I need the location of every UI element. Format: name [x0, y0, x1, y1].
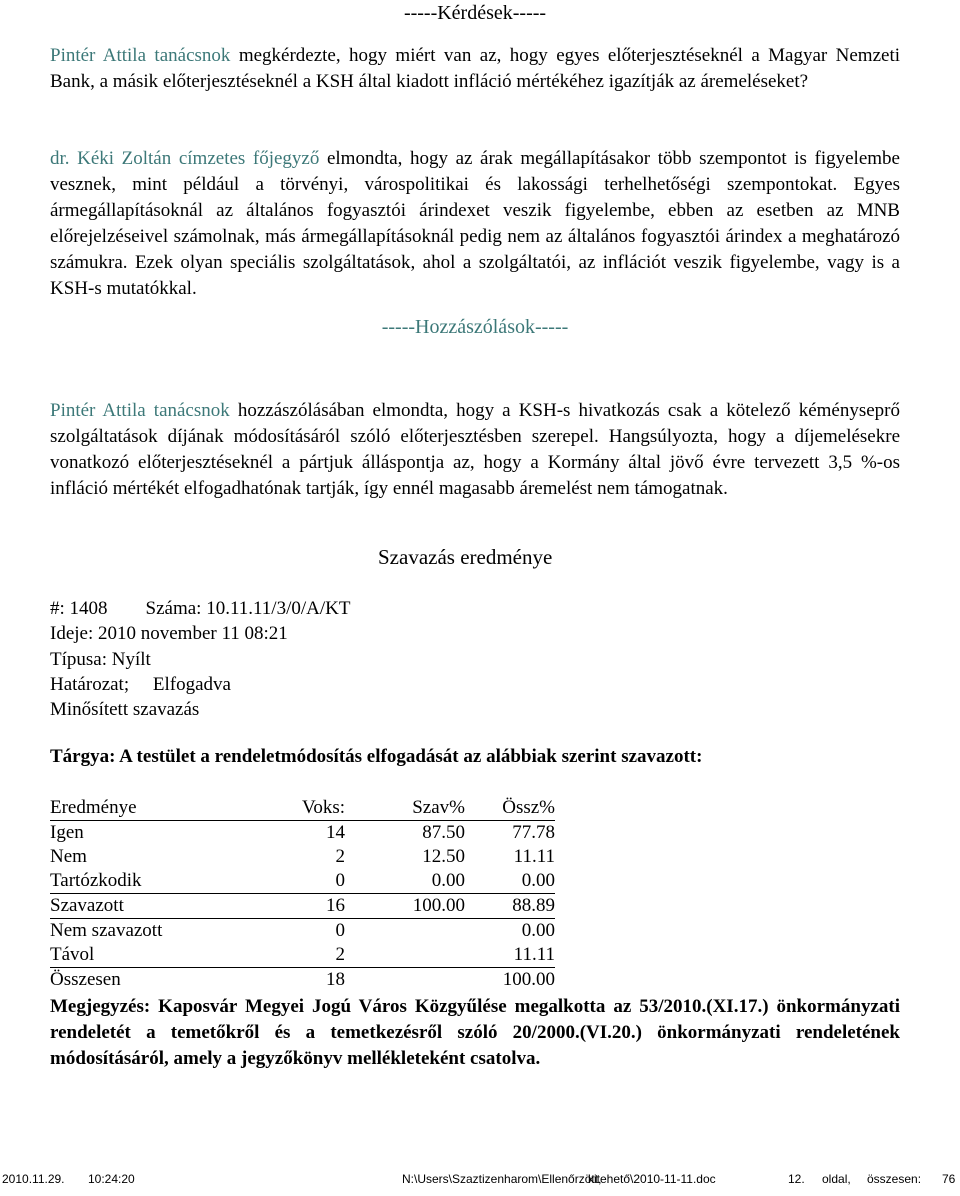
questions-header: -----Kérdések-----	[403, 2, 547, 24]
table-row	[50, 821, 555, 846]
row-szav: 0.00	[345, 869, 465, 894]
row-ossz: 0.00	[465, 869, 555, 894]
results-header-cell: Voks:	[250, 796, 345, 821]
footer-page-label: oldal,	[822, 1172, 851, 1186]
table-row	[50, 943, 555, 968]
row-label: Szavazott	[50, 894, 250, 919]
row-label: Összesen	[50, 969, 121, 990]
vote-type-line: Típusa: Nyílt	[50, 649, 151, 670]
row-label: Nem szavazott	[50, 920, 163, 941]
row-ossz: 11.11	[513, 846, 555, 867]
row-ossz: 77.78	[512, 822, 555, 843]
row-voks: 0	[250, 869, 345, 894]
footer-time: 10:24:20	[88, 1172, 135, 1186]
question-text: megkérdezte, hogy miért van az, hogy egyes előterjesztéseknél a Magyar Nemzeti Bank, a másik előterjesztéseknél a KSH által kiadott infláció mértékéhez igazítják az áremeléseket?	[50, 45, 901, 92]
results-header-cell: Össz%	[465, 796, 555, 821]
answer-paragraph	[50, 146, 900, 302]
row-voks: 0	[335, 920, 345, 941]
vote-qualified-line: Minősített szavazás	[50, 699, 200, 720]
table-row	[50, 968, 555, 993]
row-szav: 87.50	[422, 822, 465, 843]
row-voks: 14	[326, 822, 345, 843]
row-szav	[345, 943, 465, 968]
results-header-cell: Eredménye	[50, 796, 250, 821]
row-szav	[345, 919, 465, 944]
results-header-cell: Szav%	[345, 796, 465, 821]
footer-date: 2010.11.29.	[2, 1172, 65, 1186]
row-label: Tartózkodik	[50, 869, 250, 894]
footer-total: 76	[942, 1172, 956, 1186]
row-szav	[345, 968, 465, 993]
question-paragraph	[50, 43, 900, 95]
table-row	[50, 845, 555, 869]
footer-total-label: összesen:	[867, 1172, 922, 1186]
comment-paragraph	[50, 398, 900, 502]
vote-subject: Tárgya: A testület a rendeletmódosítás elfogadását az alábbiak szerint szavazott:	[50, 746, 703, 767]
row-voks: 16	[250, 894, 345, 919]
vote-number-line: #: 1408 Száma: 10.11.11/3/0/A/KT	[50, 598, 351, 619]
table-row	[50, 894, 555, 919]
results-table	[50, 796, 555, 992]
row-ossz: 11.11	[465, 943, 555, 968]
row-voks: 2	[250, 943, 345, 968]
vote-result-title: Szavazás eredménye	[378, 545, 553, 569]
footer-page: 12.	[788, 1172, 805, 1186]
row-szav: 12.50	[422, 846, 465, 867]
vote-time-line: Ideje: 2010 november 11 08:21	[50, 623, 288, 644]
results-header-row	[50, 796, 555, 821]
row-label: Igen	[50, 822, 84, 843]
row-voks: 2	[335, 846, 345, 867]
row-voks: 18	[326, 969, 345, 990]
footer-path: N:\Users\Szaztizenharom\Ellenőrzött,	[402, 1172, 602, 1186]
vote-decision-line: Határozat; Elfogadva	[50, 674, 231, 695]
row-ossz: 0.00	[521, 920, 555, 941]
comments-header: -----Hozzászólások-----	[381, 316, 569, 338]
comment-text: hozzászólásában elmondta, hogy a KSH-s hivatkozás csak a kötelező kéményseprő szolgáltatások díjának módosításáról szóló előterjesztésben szerepel. Hangsúlyozta, hogy a díjemelésekre vonatkozó előterjesztéseknél a pártjuk álláspontja az, hogy a Kormány által jövő évre tervezett 3,5 %-os infláció mértékét elfogadhatónak tartják, így ennél magasabb áremelést nem támogatnak.	[50, 400, 900, 499]
row-szav: 100.00	[345, 894, 465, 919]
table-row	[50, 919, 555, 944]
footer-file: kitehető\2010-11-11.doc	[588, 1172, 716, 1186]
row-label: Távol	[50, 943, 250, 968]
table-row	[50, 869, 555, 894]
answer-text: elmondta, hogy az árak megállapításakor több szempontot is figyelembe vesznek, mint például a törvényi, várospolitikai és lakossági terhelhetőségi szempontokat. Egyes ármegállapításoknál az általános fogyasztói árindexet veszik figyelembe, ebben az esetben az MNB előrejelzéseivel számolnak, más ármegállapításoknál pedig nem az általános fogyasztói árindex a meghatározó számukra. Ezek olyan speciális szolgáltatások, ahol a szolgáltatói, az inflációt veszik figyelembe, vagy is a KSH-s mutatókkal.	[50, 148, 900, 299]
answer-speaker: dr. Kéki Zoltán címzetes főjegyző	[50, 148, 320, 169]
row-label: Nem	[50, 846, 87, 867]
note-paragraph: Megjegyzés: Kaposvár Megyei Jogú Város Közgyűlése megalkotta az 53/2010.(XI.17.) önkormányzati rendeletét a temetőkről és a temetkezésről szóló 20/2000.(VI.20.) önkormányzati rendeletének módosításáról, amely a jegyzőkönyv mellékleteként csatolva.	[50, 996, 900, 1069]
row-ossz: 88.89	[465, 894, 555, 919]
question-speaker: Pintér Attila tanácsnok	[50, 45, 231, 66]
comment-speaker: Pintér Attila tanácsnok	[50, 400, 230, 421]
row-ossz: 100.00	[502, 969, 555, 990]
